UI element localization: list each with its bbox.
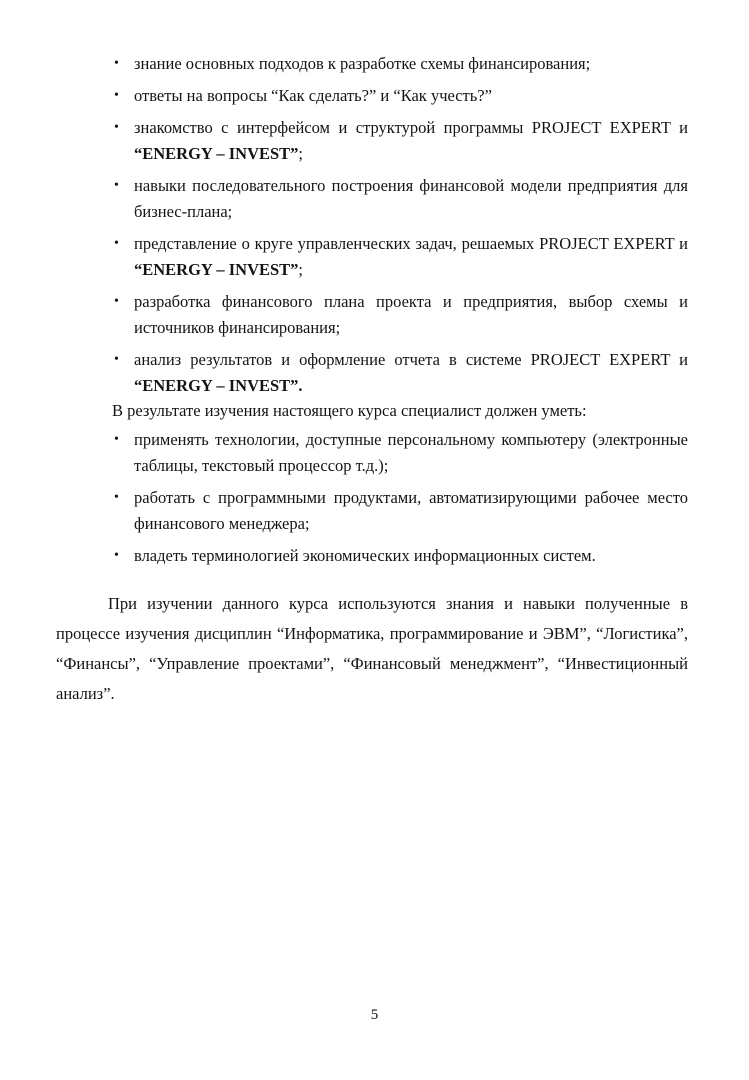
list-item-text: анализ результатов и оформление отчета в системе PROJECT EXPERT и	[134, 350, 688, 369]
list-item	[112, 347, 688, 399]
bullet-icon: •	[114, 352, 119, 367]
skills-list	[112, 427, 688, 575]
prerequisites-paragraph: При изучении данного курса используются знания и навыки полученные в процессе изучения дисциплин “Информатика, программирование и ЭВМ”, “Логистика”, “Финансы”, “Управление проектами”, “Финансовый менеджмент”, “Инвестиционный анализ”.	[56, 594, 688, 703]
list-item-suffix: ;	[298, 260, 304, 279]
product-name-bold: “ENERGY – INVEST”.	[134, 376, 303, 395]
bullet-icon: •	[114, 236, 119, 251]
competencies-list	[112, 51, 688, 405]
list-item	[112, 289, 688, 341]
bullet-icon: •	[114, 294, 119, 309]
product-name-bold: “ENERGY – INVEST”	[134, 144, 299, 163]
bullet-icon: •	[114, 120, 119, 135]
list-item	[112, 543, 688, 569]
skills-heading: В результате изучения настоящего курса специалист должен уметь:	[112, 401, 587, 420]
list-item	[112, 115, 688, 167]
bullet-icon: •	[114, 548, 119, 563]
list-item	[112, 51, 688, 77]
list-item-text: знание основных подходов к разработке схемы финансирования;	[134, 54, 591, 73]
list-item	[112, 427, 688, 479]
list-item	[112, 231, 688, 283]
product-name-bold: “ENERGY – INVEST”	[134, 260, 299, 279]
list-item-text: владеть терминологией экономических информационных систем.	[134, 546, 596, 565]
page-number: 5	[370, 1007, 379, 1023]
list-item-text: представление о круге управленческих задач, решаемых PROJECT EXPERT и	[134, 234, 688, 253]
bullet-icon: •	[114, 88, 119, 103]
list-item	[112, 485, 688, 537]
list-item-text: ответы на вопросы “Как сделать?” и “Как учесть?”	[134, 86, 492, 105]
bullet-icon: •	[114, 432, 119, 447]
list-item-text: работать с программными продуктами, автоматизирующими рабочее место финансового менеджера;	[134, 488, 688, 533]
list-item-text: навыки последовательного построения финансовой модели предприятия для бизнес-плана;	[134, 176, 688, 221]
list-item-text: разработка финансового плана проекта и предприятия, выбор схемы и источников финансирования;	[134, 292, 688, 337]
list-item-text: применять технологии, доступные персональному компьютеру (электронные таблицы, текстовый процессор т.д.);	[134, 430, 688, 475]
bullet-icon: •	[114, 178, 119, 193]
bullet-icon: •	[114, 56, 119, 71]
list-item	[112, 83, 688, 109]
bullet-icon: •	[114, 490, 119, 505]
list-item-text: знакомство с интерфейсом и структурой программы PROJECT EXPERT и	[134, 118, 688, 137]
list-item	[112, 173, 688, 225]
list-item-suffix: ;	[298, 144, 304, 163]
